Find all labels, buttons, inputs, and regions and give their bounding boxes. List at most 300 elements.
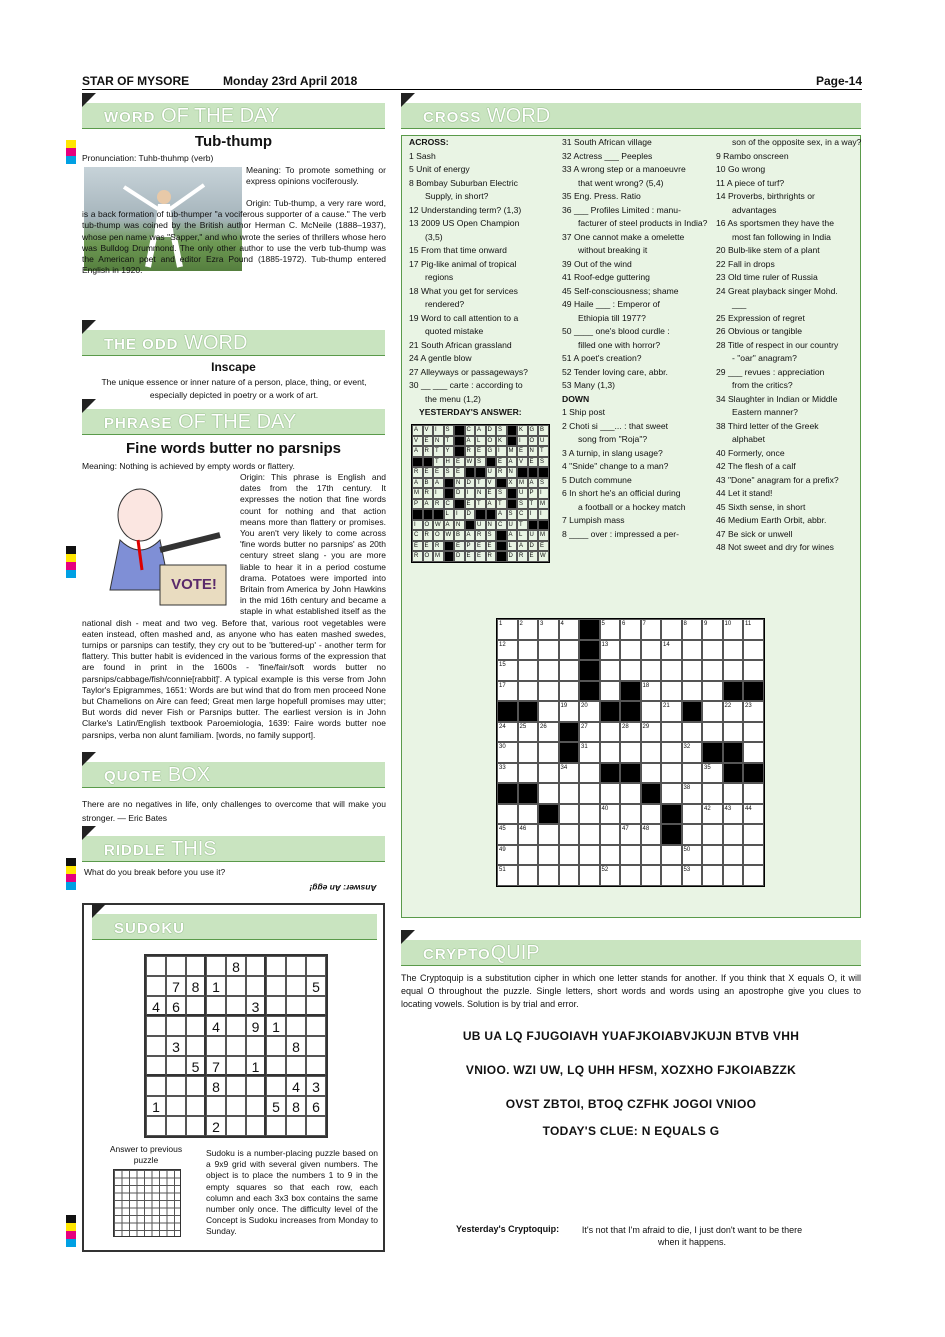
crossword-cell[interactable] [620,660,641,681]
crossword-cell[interactable]: 17 [497,681,518,702]
crossword-cell[interactable]: 32 [682,742,703,763]
sudoku-cell[interactable] [146,1036,166,1056]
crossword-cell[interactable] [538,763,559,784]
sudoku-cell[interactable]: 5 [266,1096,286,1116]
crossword-cell[interactable] [518,640,539,661]
sudoku-cell[interactable] [146,976,166,996]
sudoku-cell[interactable] [286,1016,306,1036]
answer-cell: S [538,457,549,468]
crossword-cell[interactable]: 48 [641,824,662,845]
crossword-cell[interactable] [702,701,723,722]
answer-cell [412,509,423,520]
crossword-cell[interactable] [518,681,539,702]
crossword-cell[interactable] [579,824,600,845]
sudoku-cell[interactable] [306,996,326,1016]
crossword-cell[interactable]: 31 [579,742,600,763]
crossword-cell[interactable] [600,742,621,763]
crossword-cell[interactable] [559,865,580,886]
answer-cell: E [475,446,486,457]
crossword-cell[interactable]: 22 [723,701,744,722]
crossword-cell[interactable] [620,865,641,886]
word-of-day-meaning: Meaning: To promote something or express opinions vociferously. [246,165,386,187]
crossword-cell[interactable] [518,804,539,825]
sudoku-cell[interactable] [286,1056,306,1076]
registration-mark [66,140,76,164]
sudoku-cell[interactable] [286,976,306,996]
sudoku-cell[interactable] [226,996,246,1016]
crossword-cell[interactable]: 24 [497,722,518,743]
crossword-cell [702,742,723,763]
clue-line: 37 One cannot make a omelette [562,231,685,242]
sudoku-cell[interactable]: 6 [306,1096,326,1116]
crossword-cell[interactable] [743,865,764,886]
crossword-cell[interactable]: 1 [497,619,518,640]
crossword-cell[interactable] [620,804,641,825]
crossword-cell[interactable] [600,824,621,845]
sudoku-cell[interactable] [266,1116,286,1136]
sudoku-cell[interactable] [186,1036,206,1056]
crossword-cell[interactable] [661,619,682,640]
crossword-cell[interactable]: 25 [518,722,539,743]
answer-cell: U [517,488,528,499]
sudoku-cell[interactable] [186,1076,206,1096]
quote-banner: QUOTE BOX [82,762,385,788]
answer-cell: E [486,541,497,552]
sudoku-cell[interactable] [226,1016,246,1036]
crossword-cell[interactable]: 2 [518,619,539,640]
crossword-cell[interactable]: 42 [702,804,723,825]
crossword-cell[interactable] [641,640,662,661]
crossword-cell[interactable] [559,845,580,866]
crossword-cell[interactable]: 7 [641,619,662,640]
sudoku-cell[interactable] [186,956,206,976]
crossword-cell [497,701,518,722]
answer-cell: R [433,541,444,552]
crossword-cell[interactable] [682,722,703,743]
sudoku-cell[interactable] [306,1116,326,1136]
sudoku-banner: SUDOKU [92,914,377,940]
crossword-cell[interactable] [702,845,723,866]
crossword-cell[interactable] [538,845,559,866]
sudoku-cell[interactable] [166,956,186,976]
answer-cell: O [433,530,444,541]
answer-cell [486,457,497,468]
crossword-cell[interactable] [661,681,682,702]
crossword-cell[interactable] [600,845,621,866]
crossword-cell[interactable] [743,660,764,681]
clue-line: 49 Haile ___ : Emperor of [562,299,660,309]
answer-cell: D [465,478,476,489]
crossword-cell[interactable] [559,824,580,845]
crossword-cell[interactable] [723,783,744,804]
crossword-cell[interactable] [518,865,539,886]
page-header [82,72,862,90]
crossword-cell[interactable]: 28 [620,722,641,743]
cryptoquip-line-1: UB UA LQ FJUGOIAVH YUAFJKOIABVJKUJN BTVB VHH [462,1029,800,1043]
sudoku-cell[interactable] [146,1076,166,1096]
crossword-cell[interactable] [682,824,703,845]
sudoku-cell[interactable] [266,1036,286,1056]
sudoku-cell[interactable]: 4 [146,996,166,1016]
answer-cell: B [538,425,549,436]
crossword-cell[interactable] [538,660,559,681]
crossword-cell[interactable]: 21 [661,701,682,722]
crossword-cell[interactable]: 8 [682,619,703,640]
answer-cell: E [496,457,507,468]
crossword-cell[interactable]: 30 [497,742,518,763]
sudoku-cell[interactable] [266,996,286,1016]
clue-line: son of the opposite sex, in a way? [732,137,862,147]
clue-line: 38 Third letter of the Greek [716,420,819,431]
crossword-cell[interactable]: 44 [743,804,764,825]
sudoku-cell[interactable]: 8 [226,956,246,976]
crossword-cell[interactable] [723,865,744,886]
crossword-cell[interactable]: 14 [661,640,682,661]
crossword-cell[interactable] [641,804,662,825]
crossword-cell[interactable]: 12 [497,640,518,661]
sudoku-cell[interactable]: 9 [246,1016,266,1036]
sudoku-cell[interactable] [166,1016,186,1036]
crossword-cell [538,804,559,825]
crossword-cell[interactable] [559,804,580,825]
clue-line: a football or a hockey match [578,501,686,512]
crossword-cell[interactable]: 46 [518,824,539,845]
clue-line: quoted mistake [425,326,484,336]
crossword-cell[interactable] [518,742,539,763]
crossword-cell[interactable]: 35 [702,763,723,784]
sudoku-cell[interactable] [166,1056,186,1076]
sudoku-cell[interactable]: 7 [206,1056,226,1076]
crossword-cell[interactable]: 53 [682,865,703,886]
crossword-cell[interactable] [641,763,662,784]
word-of-day-origin: Origin: Tub-thump, a very rare word, is a back formation of tub-thumper "a vociferous supporter of a cause." The verb tub-thump was coined by the British author Herman C. McNeile (1888–1937), whose pen name was "Sapper," and who wrote the series of thrillers whose hero was Bulldog Drummond. The only other author to use the verb tub-thump was the American poet and editor Ezra Pound (1885-1972). Tub-thump entered English in 1920. [82,198,386,276]
sudoku-cell[interactable] [266,1056,286,1076]
sudoku-cell[interactable] [186,1096,206,1116]
crossword-cell[interactable] [620,845,641,866]
sudoku-cell[interactable] [246,1116,266,1136]
crossword-cell[interactable] [723,845,744,866]
crossword-cell[interactable] [600,660,621,681]
crossword-cell[interactable] [702,681,723,702]
vote-sign: VOTE! [171,576,217,593]
answer-cell: E [423,436,434,447]
sudoku-cell[interactable] [186,1016,206,1036]
crossword-cell[interactable] [682,640,703,661]
sudoku-cell[interactable]: 1 [246,1056,266,1076]
crossword-cell[interactable] [579,865,600,886]
crossword-cell[interactable]: 18 [641,681,662,702]
answer-cell: R [433,499,444,510]
sudoku-cell[interactable]: 3 [166,1036,186,1056]
answer-cell: N [486,520,497,531]
crossword-cell[interactable] [641,865,662,886]
crossword-cell[interactable] [538,681,559,702]
crossword-cell[interactable]: 33 [497,763,518,784]
crossword-cell[interactable]: 45 [497,824,518,845]
crossword-cell[interactable]: 50 [682,845,703,866]
clue-line: (3,5) [425,231,443,242]
sudoku-cell[interactable] [246,1076,266,1096]
crossword-cell[interactable]: 27 [579,722,600,743]
crossword-cell[interactable] [661,742,682,763]
crossword-cell[interactable]: 15 [497,660,518,681]
crossword-cell[interactable] [661,763,682,784]
crossword-cell[interactable]: 40 [600,804,621,825]
sudoku-cell[interactable] [186,996,206,1016]
crossword-cell[interactable]: 49 [497,845,518,866]
crossword-cell[interactable] [743,783,764,804]
sudoku-cell[interactable]: 4 [286,1076,306,1096]
crossword-cell[interactable] [579,845,600,866]
crossword-cell[interactable] [600,783,621,804]
answer-cell: N [454,478,465,489]
answer-cell: A [444,520,455,531]
crossword-cell[interactable]: 3 [538,619,559,640]
crossword-cell[interactable] [579,763,600,784]
crossword-cell[interactable]: 51 [497,865,518,886]
answer-cell [423,509,434,520]
crossword-cell[interactable] [538,824,559,845]
crossword-cell[interactable] [600,681,621,702]
crossword-cell[interactable]: 47 [620,824,641,845]
answer-cell [507,499,518,510]
answer-cell: Y [444,446,455,457]
sudoku-cell[interactable]: 8 [206,1076,226,1096]
sudoku-cell[interactable] [286,996,306,1016]
sudoku-cell[interactable] [226,1096,246,1116]
crossword-cell[interactable] [538,701,559,722]
crossword-cell[interactable] [743,722,764,743]
crossword-grid[interactable] [496,618,765,887]
crossword-cell[interactable] [600,722,621,743]
sudoku-cell[interactable] [166,1076,186,1096]
crossword-cell[interactable]: 29 [641,722,662,743]
crossword-cell[interactable]: 26 [538,722,559,743]
answer-cell [465,467,476,478]
answer-cell: N [475,488,486,499]
sudoku-cell[interactable] [206,1096,226,1116]
sudoku-cell[interactable] [166,1096,186,1116]
answer-cell [454,425,465,436]
crossword-cell[interactable] [559,660,580,681]
crossword-cell[interactable]: 9 [702,619,723,640]
crossword-cell[interactable] [620,783,641,804]
crossword-cell[interactable] [579,783,600,804]
clue-line: 17 Pig-like animal of tropical [409,258,517,269]
sudoku-cell[interactable]: 4 [206,1016,226,1036]
answer-cell [454,436,465,447]
crossword-cell[interactable] [702,640,723,661]
sudoku-cell[interactable] [226,1116,246,1136]
sudoku-cell[interactable] [306,1016,326,1036]
crossword-cell[interactable] [620,640,641,661]
answer-cell: T [496,499,507,510]
crossword-cell[interactable] [559,640,580,661]
crossword-cell[interactable] [518,660,539,681]
crossword-cell[interactable] [682,763,703,784]
crossword-cell[interactable] [723,722,744,743]
crossword-cell[interactable]: 34 [559,763,580,784]
sudoku-cell[interactable] [166,1116,186,1136]
answer-cell: N [507,467,518,478]
sudoku-cell[interactable] [306,1056,326,1076]
clue-line: song from "Roja"? [578,434,648,444]
crossword-cell [600,701,621,722]
crossword-cell[interactable] [702,783,723,804]
clue-line: ___ [732,299,747,309]
crossword-cell[interactable] [682,660,703,681]
answer-cell: R [423,446,434,457]
crossword-cell[interactable] [620,742,641,763]
crossword-cell[interactable]: 23 [743,701,764,722]
sudoku-cell[interactable]: 8 [286,1036,306,1056]
sudoku-cell[interactable]: 5 [186,1056,206,1076]
crossword-cell[interactable] [579,804,600,825]
crossword-cell[interactable] [702,865,723,886]
answer-cell [528,467,539,478]
crossword-cell[interactable] [702,824,723,845]
crossword-cell[interactable]: 10 [723,619,744,640]
answer-cell: E [517,446,528,457]
crossword-cell[interactable]: 13 [600,640,621,661]
answer-cell: S [496,425,507,436]
clue-line: regions [425,272,454,282]
answer-cell: M [517,478,528,489]
clue-line: 15 From that time onward [409,245,507,255]
crossword-cell[interactable] [559,783,580,804]
crossword-cell[interactable]: 43 [723,804,744,825]
crossword-cell[interactable] [661,865,682,886]
crossword-cell[interactable] [723,640,744,661]
crossword-cell[interactable]: 38 [682,783,703,804]
sudoku-cell[interactable] [286,956,306,976]
sudoku-grid[interactable] [144,954,328,1138]
crossword-cell[interactable] [518,763,539,784]
sudoku-cell[interactable]: 6 [166,996,186,1016]
crossword-cell[interactable] [661,722,682,743]
crossword-cell[interactable] [661,660,682,681]
sudoku-cell[interactable] [266,1076,286,1096]
crossword-cell[interactable]: 4 [559,619,580,640]
crossword-cell[interactable]: 19 [559,701,580,722]
sudoku-cell[interactable]: 1 [146,1096,166,1116]
sudoku-cell[interactable] [146,956,166,976]
crossword-cell[interactable] [641,660,662,681]
sudoku-cell[interactable]: 1 [206,976,226,996]
crossword-cell[interactable] [538,783,559,804]
crossword-cell[interactable] [497,804,518,825]
crossword-cell[interactable]: 11 [743,619,764,640]
sudoku-cell[interactable] [146,1116,166,1136]
answer-cell: R [496,467,507,478]
sudoku-cell[interactable] [246,956,266,976]
sudoku-cell[interactable]: 3 [306,1076,326,1096]
crossword-cell[interactable]: 6 [620,619,641,640]
answer-cell: R [412,467,423,478]
crossword-cell[interactable] [682,681,703,702]
clue-line: without breaking it [578,245,648,255]
sudoku-cell[interactable] [206,996,226,1016]
answer-cell: L [507,541,518,552]
clue-line: most fan following in India [732,231,831,242]
crossword-cell[interactable]: 20 [579,701,600,722]
sudoku-cell[interactable] [206,956,226,976]
answer-cell: A [433,478,444,489]
clue-line: 30 __ ___ carte : according to [409,380,523,390]
sudoku-cell[interactable] [226,976,246,996]
sudoku-cell[interactable] [186,1116,206,1136]
clue-line: 28 Title of respect in our country [716,339,839,350]
sudoku-cell[interactable]: 8 [186,976,206,996]
crossword-cell[interactable] [538,640,559,661]
sudoku-cell[interactable] [286,1116,306,1136]
crossword-cell[interactable] [641,845,662,866]
crossword-cell [497,783,518,804]
sudoku-cell[interactable] [246,1036,266,1056]
sudoku-cell[interactable] [246,1096,266,1116]
crossword-cell[interactable]: 52 [600,865,621,886]
sudoku-cell[interactable] [146,1056,166,1076]
clue-line: 9 Rambo onscreen [716,150,789,161]
crossword-cell[interactable] [641,701,662,722]
yesterday-cryptoquip-text: It's not that I'm afraid to die, I just don't want to be there when it happens. [581,1225,803,1247]
yesterday-answer-label: YESTERDAY'S ANSWER: [419,407,522,417]
sudoku-cell[interactable] [266,956,286,976]
sudoku-cell[interactable] [306,956,326,976]
sudoku-cell[interactable]: 2 [206,1116,226,1136]
pronunciation: Pronunciation: Tuhb-thuhmp (verb) [82,153,214,163]
crossword-cell[interactable]: 5 [600,619,621,640]
riddle-banner: RIDDLE THIS [82,836,385,862]
sudoku-cell[interactable] [246,976,266,996]
crossword-cell[interactable] [661,783,682,804]
sudoku-cell[interactable] [306,1036,326,1056]
crossword-cell [723,763,744,784]
crossword-cell[interactable] [661,845,682,866]
sudoku-cell[interactable]: 8 [286,1096,306,1116]
crossword-cell[interactable] [702,660,723,681]
crossword-cell[interactable] [743,845,764,866]
sudoku-cell[interactable]: 3 [246,996,266,1016]
sudoku-cell[interactable]: 1 [266,1016,286,1036]
page-number: Page-14 [815,74,862,88]
sudoku-cell[interactable]: 5 [306,976,326,996]
crossword-cell[interactable] [641,742,662,763]
sudoku-cell[interactable] [226,1076,246,1096]
crossword-cell[interactable] [702,722,723,743]
phrase-title: Fine words butter no parsnips [125,440,342,457]
crossword-cell[interactable] [743,824,764,845]
crossword-cell[interactable] [538,865,559,886]
crossword-cell[interactable] [682,804,703,825]
sudoku-cell[interactable] [206,1036,226,1056]
sudoku-cell[interactable] [266,976,286,996]
crossword-cell[interactable] [743,640,764,661]
answer-cell [433,509,444,520]
answer-cell: D [486,425,497,436]
crossword-cell[interactable] [538,742,559,763]
crossword-cell[interactable] [559,681,580,702]
crossword-cell[interactable] [723,824,744,845]
crossword-cell[interactable] [723,660,744,681]
sudoku-cell[interactable] [146,1016,166,1036]
crossword-cell[interactable] [743,742,764,763]
crossword-cell[interactable] [518,845,539,866]
sudoku-cell[interactable] [226,1056,246,1076]
sudoku-cell[interactable]: 7 [166,976,186,996]
sudoku-cell[interactable] [226,1036,246,1056]
answer-cell: U [486,467,497,478]
